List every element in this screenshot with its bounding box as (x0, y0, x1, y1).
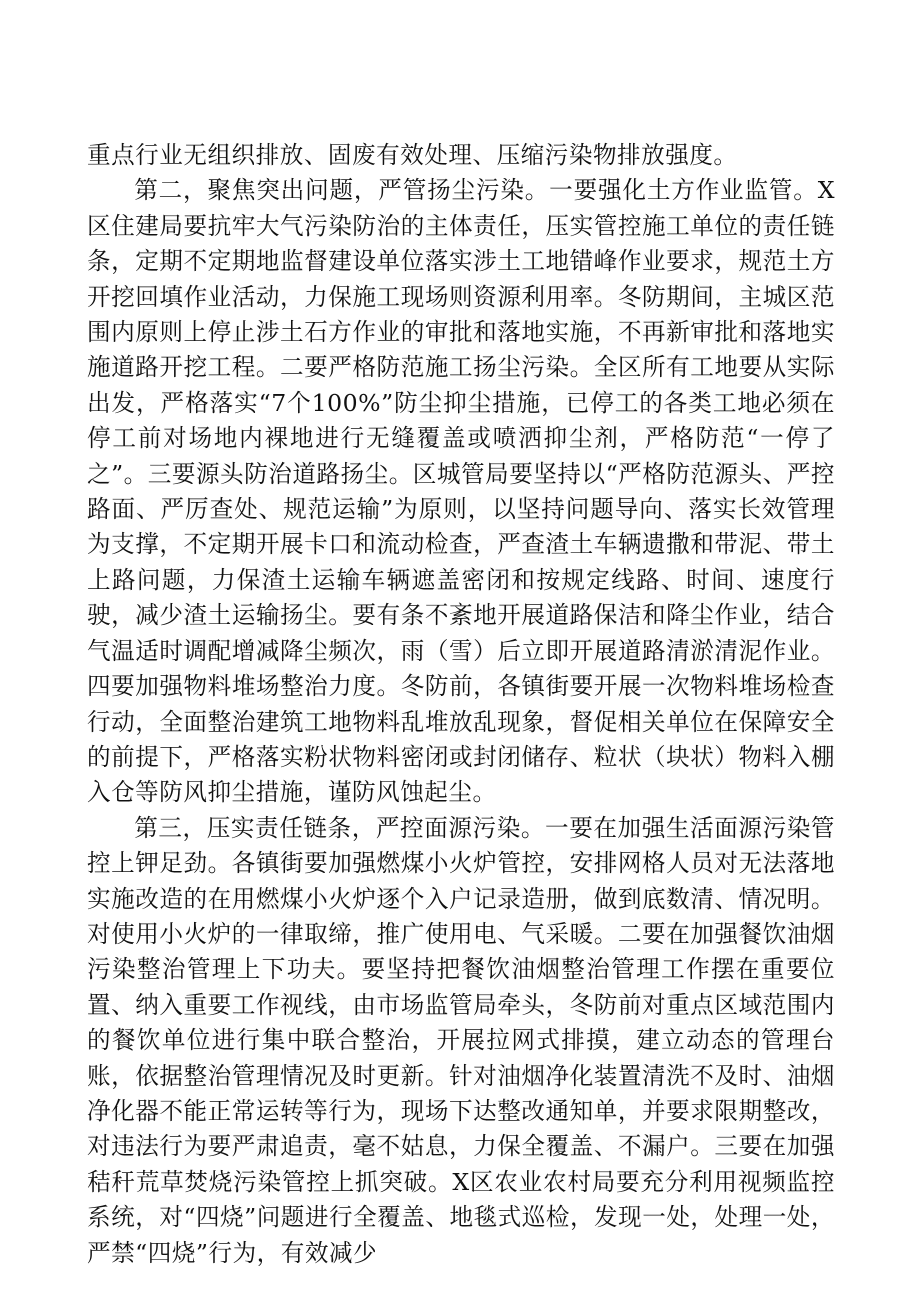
paragraph: 第三，压实责任链条，严控面源污染。一要在加强生活面源污染管控上钾足劲。各镇街要加强燃煤小火炉管控，安排网格人员对无法落地实施改造的在用燃煤小火炉逐个入户记录造册，做到底数清、情况明。对使用小火炉的一律取缔，推广使用电、气采暖。二要在加强餐饮油烟污染整治管理上下功夫。要坚持把餐饮油烟整治管理工作摆在重要位置、纳入重要工作视线，由市场监管局牵头，冬防前对重点区域范围内的餐饮单位进行集中联合整治，开展拉网式排摸，建立动态的管理台账，依据整治管理情况及时更新。针对油烟净化装置清洗不及时、油烟净化器不能正常运转等行为，现场下达整改通知单，并要求限期整改，对违法行为要严肃追责，毫不姑息，力保全覆盖、不漏户。三要在加强秸秆荒草焚烧污染管控上抓突破。X区农业农村局要充分利用视频监控系统，对“四烧”问题进行全覆盖、地毯式巡检，发现一处，处理一处，严禁“四烧”行为，有效减少 (87, 813, 835, 1267)
paragraph: 重点行业无组织排放、固废有效处理、压缩污染物排放强度。 (87, 141, 738, 169)
document-body (87, 138, 835, 1271)
paragraph: 第二，聚焦突出问题，严管扬尘污染。一要强化土方作业监管。X区住建局要抗牢大气污染防治的主体责任，压实管控施工单位的责任链条，定期不定期地监督建设单位落实涉土工地错峰作业要求，规范土方开挖回填作业活动，力保施工现场则资源利用率。冬防期间，主城区范围内原则上停止涉土石方作业的审批和落地实施，不再新审批和落地实施道路开挖工程。二要严格防范施工扬尘污染。全区所有工地要从实际出发，严格落实“7个100%”防尘抑尘措施，已停工的各类工地必须在停工前对场地内裸地进行无缝覆盖或喷洒抑尘剂，严格防范“一停了之”。三要源头防治道路扬尘。区城管局要坚持以“严格防范源头、严控路面、严厉查处、规范运输”为原则，以坚持问题导向、落实长效管理为支撑，不定期开展卡口和流动检查，严查渣土车辆遗撒和带泥、带土上路问题，力保渣土运输车辆遮盖密闭和按规定线路、时间、速度行驶，减少渣土运输扬尘。要有条不紊地开展道路保洁和降尘作业，结合气温适时调配增减降尘频次，雨（雪）后立即开展道路清淤清泥作业。四要加强物料堆场整治力度。冬防前，各镇街要开展一次物料堆场检查行动，全面整治建筑工地物料乱堆放乱现象，督促相关单位在保障安全的前提下，严格落实粉状物料密闭或封闭储存、粒状（块状）物料入棚入仓等防风抑尘措施，谨防风蚀起尘。 (87, 176, 835, 807)
